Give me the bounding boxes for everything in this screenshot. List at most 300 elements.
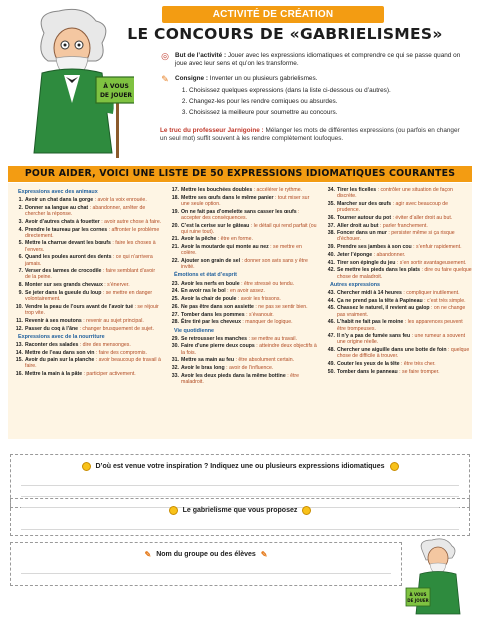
expression-number: 35. xyxy=(327,200,335,207)
expression-number: 12. xyxy=(15,325,23,332)
expression-phrase: Ajouter son grain de sel xyxy=(181,258,241,265)
expression-phrase: Marcher sur des œufs xyxy=(337,200,392,207)
expression-definition: : avoir de l’influence. xyxy=(224,365,274,372)
expression-text xyxy=(337,267,472,279)
expression-text xyxy=(337,361,436,367)
expression-phrase: Verser des larmes de crocodile xyxy=(25,268,102,275)
expression-phrase: C’est la cerise sur le gâteau xyxy=(181,222,250,229)
expression-item xyxy=(10,219,162,225)
expression-phrase: L’habit ne fait pas le moine xyxy=(337,319,404,326)
expression-text xyxy=(337,369,440,375)
expression-definition: : être très cher. xyxy=(399,361,436,368)
expression-text xyxy=(25,227,162,239)
expression-item xyxy=(10,371,162,377)
expression-phrase: Passer du coq à l’âne xyxy=(25,325,79,332)
expression-phrase: Faire d’une pierre deux coups xyxy=(181,343,255,350)
expression-phrase: Se retrousser les manches xyxy=(181,335,248,342)
expression-text xyxy=(181,236,253,242)
step-item: 1. Choisissez quelques expressions (dans la liste ci-dessous ou d’autres). xyxy=(189,87,391,95)
expression-phrase: Avoir la chair de poule xyxy=(181,296,237,303)
expression-number: 23. xyxy=(171,280,179,287)
expression-phrase: Raconter des salades xyxy=(25,341,79,348)
expression-definition: : avoir les frissons. xyxy=(236,296,281,303)
expression-text xyxy=(181,244,318,256)
expression-number: 13. xyxy=(15,341,23,348)
expression-phrase: Prendre ses jambes à son cou xyxy=(337,244,412,251)
expression-phrase: Avoir le bras long xyxy=(181,365,225,372)
expression-definition: : manquer de logique. xyxy=(240,319,293,326)
expression-phrase: Chassez le naturel, il revient au galop xyxy=(337,305,430,312)
group-box[interactable] xyxy=(10,542,402,586)
expression-phrase: Chercher une aiguille dans une botte de foin xyxy=(337,347,447,354)
expression-number: 36. xyxy=(327,214,335,221)
expression-number: 22. xyxy=(171,258,179,265)
goal-text: Jouer avec les expressions idiomatiques et comprendre ce qui se passe quand on joue avec leur sens et qu’on les transforme. xyxy=(175,52,461,68)
expression-definition: : on ne change pas vraiment. xyxy=(337,305,466,318)
category-heading: Vie quotidienne xyxy=(174,327,215,334)
expression-number: 20. xyxy=(171,222,179,229)
expression-definition: : c’est très simple. xyxy=(422,297,466,304)
expression-text xyxy=(181,343,318,355)
expression-definition: : le détail qui rend parfait (ou qui ruine tout). xyxy=(181,222,317,235)
expression-item xyxy=(10,318,162,324)
goal-label: But de l’activité : xyxy=(175,52,227,59)
expression-number: 6. xyxy=(18,254,23,261)
expression-definition: : dire ou faire quelque chose de maladroit. xyxy=(337,267,472,280)
expression-text xyxy=(181,357,294,363)
expression-number: 28. xyxy=(171,319,179,326)
expression-definition: : abandonner, arrêter de chercher la réponse. xyxy=(25,204,146,218)
expression-text xyxy=(337,244,462,250)
expression-item xyxy=(10,290,162,302)
expression-text xyxy=(181,336,297,342)
expression-item xyxy=(166,373,318,385)
expression-definition: : faire les choses à l’envers. xyxy=(25,240,156,253)
category-heading: Émotions et état d’esprit xyxy=(174,272,237,279)
expression-text xyxy=(25,219,161,225)
expression-number: 39. xyxy=(327,244,335,251)
expression-definition: : être stressé ou tendu. xyxy=(239,280,295,287)
expression-text xyxy=(181,195,318,207)
expression-phrase: Tomber dans le panneau xyxy=(337,368,398,375)
expression-phrase: Mettre de l’eau dans son vin xyxy=(25,349,95,356)
expression-text xyxy=(25,304,162,316)
expression-definition: : changer brusquement de sujet. xyxy=(78,325,154,332)
expression-definition: : être absolument certain. xyxy=(234,357,295,364)
expression-number: 16. xyxy=(15,371,23,378)
expression-definition: : abandonner. xyxy=(372,251,406,258)
expression-phrase: On ne fait pas d’omelette sans casser les œufs xyxy=(181,208,297,215)
expression-text xyxy=(181,288,265,294)
expression-phrase: Donner sa langue au chat xyxy=(25,204,89,211)
expression-item xyxy=(166,281,318,287)
expression-text xyxy=(25,357,162,369)
expression-phrase: Couter les yeux de la tête xyxy=(337,361,400,368)
expression-text xyxy=(181,209,318,221)
expression-item xyxy=(322,290,472,296)
instruction-row xyxy=(160,75,465,121)
expression-text xyxy=(181,258,318,270)
expression-phrase: Avoir les nerfs en boule xyxy=(181,280,240,287)
expression-definition: : se mettre en danger volontairement. xyxy=(25,289,153,303)
expression-phrase: Mettre ses œufs dans le même panier xyxy=(181,194,274,201)
expression-item xyxy=(166,336,318,342)
expression-text xyxy=(337,319,472,331)
expression-number: 42. xyxy=(327,267,335,274)
expression-item xyxy=(166,296,318,302)
sign-text-line1: À VOUS xyxy=(103,83,129,90)
tip-label: Le truc du professeur Jarnigoine : xyxy=(160,126,264,134)
expression-text xyxy=(25,254,162,266)
expressions-list xyxy=(8,183,472,439)
expression-definition: : affronter le problème directement. xyxy=(25,226,160,239)
expression-phrase: Avoir du pain sur la planche xyxy=(25,357,95,364)
expression-number: 34. xyxy=(327,187,335,193)
expression-phrase: Prendre le taureau par les cornes xyxy=(25,226,108,233)
expression-phrase: Foncer dans un mur xyxy=(337,230,387,237)
expression-text xyxy=(181,365,273,371)
list-column-1 xyxy=(10,187,162,379)
expression-item xyxy=(166,223,318,235)
expression-item xyxy=(166,258,318,270)
inspiration-prompt: D’où est venue votre inspiration ? Indiquez une ou plusieurs expressions idiomatiques xyxy=(95,462,385,470)
pencil-icon: ✎ xyxy=(161,73,169,84)
expression-number: 44. xyxy=(327,297,335,304)
expression-definition: : participer activement. xyxy=(82,371,136,378)
expression-text xyxy=(181,223,318,235)
expression-phrase: Aller droit au but xyxy=(337,222,379,229)
expression-text xyxy=(181,312,274,318)
expression-text xyxy=(337,333,472,345)
expression-item xyxy=(166,236,318,242)
tip-text: Mélanger les mots de différentes expressions (ou parfois en changer un seul mot) suffit souvent à les rendre complètement loufoques. xyxy=(160,126,460,143)
expression-definition: : en avoir assez. xyxy=(225,288,265,295)
expression-text xyxy=(337,347,472,359)
expression-phrase: Se mettre les pieds dans les plats xyxy=(337,267,421,274)
expression-number: 40. xyxy=(327,251,335,258)
expression-number: 2. xyxy=(18,204,23,211)
expression-item xyxy=(10,227,162,239)
group-prompt: Nom du groupe ou des élèves xyxy=(156,550,256,558)
expression-item xyxy=(166,244,318,256)
expression-item xyxy=(10,282,162,288)
expression-item xyxy=(322,230,472,242)
expression-item xyxy=(322,319,472,331)
expression-text xyxy=(337,201,472,213)
expression-phrase: Être tiré par les cheveux xyxy=(181,319,241,326)
professor-small-illustration xyxy=(404,536,470,616)
expression-definition: : être maladroit. xyxy=(181,372,300,385)
expression-item xyxy=(166,365,318,371)
expression-definition: : avoir beaucoup de travail à faire. xyxy=(25,357,161,370)
expression-item xyxy=(322,333,472,345)
expression-item xyxy=(166,319,318,325)
intro-section xyxy=(160,52,465,143)
expression-definition: : se réjouir trop vite. xyxy=(25,303,159,316)
expression-text xyxy=(25,240,162,252)
expression-item xyxy=(322,361,472,367)
expression-phrase: Quand les poules auront des dents xyxy=(25,254,112,261)
expression-definition: : tout miser sur une seule option. xyxy=(181,194,310,207)
expression-item xyxy=(322,267,472,279)
proposal-prompt: Le gabrielisme que vous proposez xyxy=(182,506,298,514)
expression-item xyxy=(322,187,472,199)
expression-definition: : accepter des conséquences. xyxy=(181,208,300,221)
expression-number: 50. xyxy=(327,368,335,375)
expression-number: 41. xyxy=(327,259,335,266)
expression-number: 48. xyxy=(327,347,335,354)
expression-text xyxy=(337,230,472,242)
expression-number: 10. xyxy=(15,303,23,310)
expression-phrase: Vendre la peau de l’ours avant de l’avoir tué xyxy=(25,303,134,310)
steps-list xyxy=(189,87,391,118)
expression-phrase: Mettre les bouchées doubles xyxy=(181,187,253,193)
small-sign-text-line1: À VOUS xyxy=(409,592,427,597)
expression-definition: : une rumeur a souvent une origine réelle. xyxy=(337,333,466,346)
expression-text xyxy=(181,187,302,193)
expression-phrase: Avoir un chat dans la gorge xyxy=(25,197,94,204)
expression-definition: : éviter d’aller droit au but. xyxy=(391,214,453,221)
expression-phrase: Avoir d’autres chats à fouetter xyxy=(25,218,100,225)
category-heading: Expressions avec des animaux xyxy=(18,189,98,195)
expression-number: 18. xyxy=(171,194,179,201)
expression-number: 30. xyxy=(171,343,179,350)
expression-definition: : s’énerver. xyxy=(102,282,130,289)
expression-item xyxy=(10,342,162,348)
expression-item xyxy=(322,201,472,213)
expression-text xyxy=(337,260,466,266)
expression-phrase: Tourner autour du pot xyxy=(337,214,392,221)
expression-definition: : ce qui n’arrivera jamais. xyxy=(25,254,153,267)
expression-number: 31. xyxy=(171,357,179,364)
expression-item xyxy=(166,187,318,193)
expression-phrase: Tomber dans les pommes xyxy=(181,311,245,318)
list-title: POUR AIDER, VOICI UNE LISTE DE 50 EXPRESSIONS IDIOMATIQUES COURANTES xyxy=(8,166,472,182)
expression-definition: : quelque chose de difficile à trouver. xyxy=(337,347,470,360)
expression-phrase: Tirer son épingle du jeu xyxy=(337,259,396,266)
expression-number: 26. xyxy=(171,303,179,310)
expression-number: 49. xyxy=(327,361,335,368)
list-column-2 xyxy=(166,187,318,387)
expression-text xyxy=(25,197,147,203)
expression-text xyxy=(337,298,466,304)
expression-text xyxy=(25,342,131,348)
expression-text xyxy=(25,350,147,356)
expression-definition: : s’enfuir rapidement. xyxy=(411,244,462,251)
expression-text xyxy=(181,304,308,310)
expression-definition: : se mettre en colère. xyxy=(181,244,302,257)
sign-text-line2: DE JOUER xyxy=(99,92,133,99)
small-sign-text-line2: DE JOUER xyxy=(407,598,429,603)
expression-number: 24. xyxy=(171,288,179,295)
expression-definition: : faire des compromis. xyxy=(94,349,147,356)
expression-item xyxy=(166,288,318,294)
expression-phrase: Ne pas être dans son assiette xyxy=(181,303,254,310)
laughing-emoji-icon xyxy=(302,506,311,515)
expression-item xyxy=(10,304,162,316)
expression-item xyxy=(166,304,318,310)
target-icon: ◎ xyxy=(161,51,169,61)
expression-text xyxy=(25,282,130,288)
expression-number: 45. xyxy=(327,305,335,312)
category-heading: Autres expressions xyxy=(330,281,381,288)
expression-number: 43. xyxy=(327,289,335,296)
step-item: 3. Choisissez la meilleure pour soumettre au concours. xyxy=(189,109,391,117)
expression-number: 17. xyxy=(171,187,179,193)
expression-item xyxy=(322,347,472,359)
expression-item xyxy=(10,240,162,252)
expression-number: 47. xyxy=(327,333,335,340)
expression-definition: : compliquer inutilement. xyxy=(401,289,460,296)
writing-lines[interactable] xyxy=(21,563,391,574)
expression-number: 38. xyxy=(327,230,335,237)
expression-text xyxy=(25,268,162,280)
expression-phrase: Tirer les ficelles xyxy=(337,187,377,193)
expression-phrase: Avoir la moutarde qui monte au nez xyxy=(181,244,269,251)
expression-item xyxy=(322,305,472,317)
expression-text xyxy=(337,223,428,229)
expression-item xyxy=(10,254,162,266)
expression-text xyxy=(181,319,293,325)
expression-text xyxy=(337,290,460,296)
laughing-emoji-icon xyxy=(169,506,178,515)
page-title: LE CONCOURS DE «GABRIELISMES» xyxy=(127,25,443,43)
expression-number: 15. xyxy=(15,357,23,364)
professor-tip xyxy=(160,127,465,144)
expression-text xyxy=(25,326,154,332)
expression-definition: : avoir autre chose à faire. xyxy=(99,218,162,225)
expression-text xyxy=(181,281,294,287)
writing-lines[interactable] xyxy=(21,519,459,530)
expression-item xyxy=(166,343,318,355)
expression-phrase: Jeter l’éponge xyxy=(337,251,373,258)
expression-number: 21. xyxy=(171,244,179,251)
expression-text xyxy=(181,373,318,385)
expression-definition: : parler franchement. xyxy=(378,222,428,229)
expression-phrase: Avoir les deux pieds dans la même bottine xyxy=(181,372,286,379)
goal-row xyxy=(160,52,465,69)
expression-definition: : agir avec beaucoup de prudence. xyxy=(337,200,449,214)
expression-number: 4. xyxy=(18,226,23,233)
expression-text xyxy=(181,296,281,302)
expression-number: 3. xyxy=(18,218,23,225)
expression-number: 29. xyxy=(171,335,179,342)
expression-number: 14. xyxy=(15,349,23,356)
expression-number: 46. xyxy=(327,319,335,326)
expression-text xyxy=(337,187,472,199)
expression-definition: : avoir la voix enrouée. xyxy=(93,197,147,204)
expression-item xyxy=(322,244,472,250)
expression-definition: : s’évanouir. xyxy=(244,311,274,318)
thinking-emoji-icon xyxy=(390,462,399,471)
expression-phrase: Mettre la charrue devant les bœufs xyxy=(25,240,111,247)
expression-number: 32. xyxy=(171,365,179,372)
expression-item xyxy=(166,312,318,318)
expression-text xyxy=(337,305,472,317)
activity-banner: ACTIVITÉ DE CRÉATION xyxy=(162,6,384,23)
expression-definition: : accélérer le rythme. xyxy=(252,187,303,193)
expression-phrase: En avoir ras le bol xyxy=(181,288,226,295)
expression-phrase: Monter sur ses grands chevaux xyxy=(25,282,103,289)
expression-item xyxy=(322,369,472,375)
expression-text xyxy=(25,318,144,324)
expression-item xyxy=(322,260,472,266)
expression-number: 37. xyxy=(327,222,335,229)
category-heading: Expressions avec de la nourriture xyxy=(18,333,105,340)
expression-phrase: Mettre la main à la pâte xyxy=(25,371,83,378)
expression-number: 25. xyxy=(171,296,179,303)
expression-item xyxy=(10,350,162,356)
list-column-3 xyxy=(322,187,472,377)
expression-definition: : atteindre deux objectifs à la fois. xyxy=(181,343,317,356)
expression-number: 7. xyxy=(18,268,23,275)
expression-definition: : se mettre au travail. xyxy=(247,335,297,342)
expression-item xyxy=(10,197,162,203)
expression-number: 19. xyxy=(171,208,179,215)
expression-item xyxy=(322,223,472,229)
expression-item xyxy=(322,298,472,304)
expression-definition: : ne pas se sentir bien. xyxy=(253,303,308,310)
expression-definition: : revenir au sujet principal. xyxy=(81,317,144,324)
expression-phrase: Revenir à ses moutons xyxy=(25,317,82,324)
expression-definition: : contrôler une situation de façon discrète. xyxy=(337,187,453,200)
expression-definition: : donner son avis sans y être invité. xyxy=(181,258,308,271)
expression-definition: : dire des mensonges. xyxy=(78,341,131,348)
expression-item xyxy=(10,205,162,217)
expression-definition: : se faire tromper. xyxy=(397,368,440,375)
expression-definition: : persister même si ça risque d’échouer. xyxy=(337,230,455,243)
expression-number: 5. xyxy=(18,240,23,247)
expression-definition: : s’en sortir avantageusement. xyxy=(395,259,467,266)
expression-phrase: Se jeter dans la gueule du loup xyxy=(25,289,102,296)
expression-item xyxy=(166,209,318,221)
expression-phrase: Chercher midi à 14 heures xyxy=(337,289,402,296)
expression-item xyxy=(166,195,318,207)
instruction-label: Consigne : xyxy=(175,74,209,82)
step-item: 2. Changez-les pour les rendre comiques ou absurdes. xyxy=(189,98,391,106)
expression-phrase: Il n’y a pas de fumée sans feu xyxy=(337,333,411,340)
expression-text xyxy=(25,371,136,377)
expression-item xyxy=(10,268,162,280)
expression-number: 9. xyxy=(18,289,23,296)
expression-text xyxy=(337,215,452,221)
expression-number: 1. xyxy=(18,197,23,204)
expression-phrase: Ça ne prend pas la tête à Papineau xyxy=(337,297,423,304)
expression-text xyxy=(25,290,162,302)
expression-number: 33. xyxy=(171,372,179,379)
expression-number: 11. xyxy=(16,317,23,324)
expression-number: 8. xyxy=(18,282,23,289)
expression-definition: : faire semblant d’avoir de la peine. xyxy=(25,268,156,281)
expression-item xyxy=(322,252,472,258)
expression-number: 21. xyxy=(171,236,179,243)
expression-number: 27. xyxy=(171,311,179,318)
expression-phrase: Avoir la pêche xyxy=(181,236,217,243)
expression-text xyxy=(25,205,162,217)
instruction-text: Inventer un ou plusieurs gabrielismes. xyxy=(208,74,318,82)
expression-definition: : les apparences peuvent être trompeuses. xyxy=(337,319,463,332)
expression-phrase: Mettre sa main au feu xyxy=(181,357,235,364)
expression-item xyxy=(166,357,318,363)
expression-text xyxy=(337,252,405,258)
expression-item xyxy=(322,215,472,221)
thinking-emoji-icon xyxy=(82,462,91,471)
expression-item xyxy=(10,326,162,332)
proposal-box[interactable] xyxy=(10,498,470,536)
pencil-icon: ✎ xyxy=(260,549,268,559)
pencil-icon: ✎ xyxy=(144,549,152,559)
expression-item xyxy=(10,357,162,369)
